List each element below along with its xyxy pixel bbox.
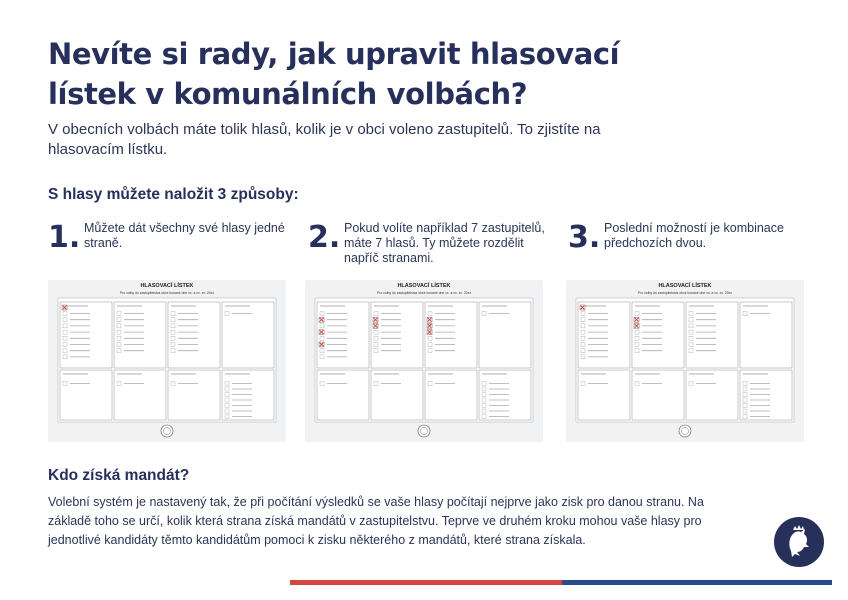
- ballot-seal-icon: [161, 425, 173, 437]
- candidate-box: [743, 404, 747, 408]
- candidate-box: [63, 324, 67, 328]
- ballot-seal-icon: [418, 425, 430, 437]
- candidate-box: [320, 336, 324, 340]
- cross-mark-icon: [427, 317, 432, 322]
- candidate-box: [63, 318, 67, 322]
- candidate-box: [482, 387, 486, 391]
- footer-stripe-blue: [562, 580, 832, 585]
- candidate-box: [635, 312, 639, 316]
- candidate-box: [743, 387, 747, 391]
- candidate-box: [743, 393, 747, 397]
- candidate-box: [689, 382, 693, 386]
- candidate-box: [689, 324, 693, 328]
- party-column: [578, 370, 630, 420]
- party-column: [578, 302, 630, 368]
- candidate-box: [581, 382, 585, 386]
- candidate-box: [171, 312, 175, 316]
- candidate-box: [117, 318, 121, 322]
- candidate-box: [374, 349, 378, 353]
- party-column: [60, 370, 112, 420]
- cross-mark-icon: [373, 323, 378, 328]
- party-column: [740, 302, 792, 368]
- candidate-box: [63, 312, 67, 316]
- section-heading: Kdo získá mandát?: [48, 467, 190, 484]
- cross-mark-icon: [427, 323, 432, 328]
- candidate-box: [225, 387, 229, 391]
- ballot-seal-icon: [679, 425, 691, 437]
- candidate-box: [225, 382, 229, 386]
- candidate-box: [743, 382, 747, 386]
- candidate-box: [581, 336, 585, 340]
- candidate-box: [428, 349, 432, 353]
- candidate-box: [482, 409, 486, 413]
- candidate-box: [320, 324, 324, 328]
- party-column: [60, 302, 112, 368]
- candidate-box: [743, 409, 747, 413]
- candidate-box: [117, 343, 121, 347]
- party-column: [686, 370, 738, 420]
- candidate-box: [743, 312, 747, 316]
- candidate-box: [374, 382, 378, 386]
- candidate-box: [743, 398, 747, 402]
- candidate-box: [171, 349, 175, 353]
- candidate-box: [635, 349, 639, 353]
- party-column: [371, 370, 423, 420]
- candidate-box: [225, 312, 229, 316]
- cross-mark-icon: [634, 323, 639, 328]
- candidate-box: [743, 415, 747, 419]
- ballot-subtitle: Pro volby do zastupitelstva obce konané dne xx. a xx. xx. 20xx: [637, 291, 733, 295]
- candidate-box: [374, 343, 378, 347]
- candidate-box: [635, 330, 639, 334]
- page-title: Nevíte si rady, jak upravit hlasovací lístek v komunálních volbách?: [48, 37, 620, 111]
- candidate-box: [63, 330, 67, 334]
- candidate-box: [117, 312, 121, 316]
- candidate-box: [428, 312, 432, 316]
- ballot-example-3: [566, 280, 804, 442]
- candidate-box: [63, 336, 67, 340]
- cross-mark-icon: [427, 330, 432, 335]
- candidate-box: [689, 336, 693, 340]
- candidate-box: [482, 382, 486, 386]
- party-column: [371, 302, 423, 368]
- candidate-box: [171, 318, 175, 322]
- party-column: [632, 302, 684, 368]
- candidate-box: [171, 324, 175, 328]
- cross-mark-icon: [634, 317, 639, 322]
- party-column: [114, 370, 166, 420]
- candidate-box: [581, 312, 585, 316]
- candidate-box: [225, 393, 229, 397]
- ballot-title: HLASOVACÍ LÍSTEK: [140, 283, 194, 289]
- party-column: [425, 302, 477, 368]
- party-column: [740, 370, 792, 420]
- candidate-box: [689, 318, 693, 322]
- candidate-box: [225, 409, 229, 413]
- candidate-box: [117, 324, 121, 328]
- candidate-box: [581, 330, 585, 334]
- candidate-box: [689, 343, 693, 347]
- ways-heading: S hlasy můžete naložit 3 způsoby:: [48, 186, 299, 203]
- candidate-box: [428, 336, 432, 340]
- candidate-box: [63, 382, 67, 386]
- party-column: [479, 302, 531, 368]
- ballot-subtitle: Pro volby do zastupitelstva obce konané dne xx. a xx. xx. 20xx: [376, 291, 472, 295]
- candidate-box: [225, 404, 229, 408]
- party-column: [168, 302, 220, 368]
- candidate-box: [482, 312, 486, 316]
- cross-mark-icon: [580, 305, 585, 310]
- candidate-box: [482, 398, 486, 402]
- party-column: [168, 370, 220, 420]
- candidate-box: [428, 382, 432, 386]
- step-number: 2.: [308, 220, 341, 255]
- ballot-title: HLASOVACÍ LÍSTEK: [397, 283, 451, 289]
- candidate-box: [635, 382, 639, 386]
- state-emblem-icon: [774, 517, 824, 567]
- candidate-box: [581, 343, 585, 347]
- candidate-box: [635, 336, 639, 340]
- candidate-box: [171, 330, 175, 334]
- section-text: Volební systém je nastavený tak, že při počítání výsledků se vaše hlasy počítají nejprve jako zisk pro danou stranu. Na základě toho se určí, kolik která strana získá mandátů v zastupitelstvu. Teprve ve druhém kroku mohou vaše hlasy pro jednotlivé kandidáty těmto kandidátům pomoci k zisku některého z mandátů, které strana získala.: [48, 495, 704, 547]
- party-column: [317, 302, 369, 368]
- party-column: [479, 370, 531, 420]
- party-column: [222, 370, 274, 420]
- candidate-box: [117, 382, 121, 386]
- candidate-box: [320, 349, 324, 353]
- cross-mark-icon: [319, 317, 324, 322]
- intro-text: V obecních volbách máte tolik hlasů, kolik je v obci voleno zastupitelů. To zjistíte na hlasovacím lístku.: [48, 121, 601, 158]
- cross-mark-icon: [319, 342, 324, 347]
- candidate-box: [320, 355, 324, 359]
- candidate-box: [689, 349, 693, 353]
- candidate-box: [689, 330, 693, 334]
- candidate-box: [482, 393, 486, 397]
- candidate-box: [374, 336, 378, 340]
- candidate-box: [171, 382, 175, 386]
- footer-stripe-red: [290, 580, 562, 585]
- candidate-box: [581, 355, 585, 359]
- ballot-example-1: [48, 280, 286, 442]
- candidate-box: [428, 343, 432, 347]
- cross-mark-icon: [319, 330, 324, 335]
- candidate-box: [225, 398, 229, 402]
- candidate-box: [635, 343, 639, 347]
- party-column: [317, 370, 369, 420]
- candidate-box: [482, 404, 486, 408]
- ballot-grid: [48, 280, 286, 442]
- party-column: [222, 302, 274, 368]
- party-column: [686, 302, 738, 368]
- party-column: [632, 370, 684, 420]
- party-column: [425, 370, 477, 420]
- step-text: Poslední možností je kombinace předchozích dvou.: [604, 221, 784, 250]
- candidate-box: [374, 312, 378, 316]
- party-column: [114, 302, 166, 368]
- candidate-box: [581, 324, 585, 328]
- cross-mark-icon: [62, 305, 67, 310]
- candidate-box: [320, 312, 324, 316]
- candidate-box: [63, 355, 67, 359]
- candidate-box: [171, 336, 175, 340]
- candidate-box: [63, 349, 67, 353]
- cross-mark-icon: [373, 317, 378, 322]
- candidate-box: [581, 349, 585, 353]
- step-text: Můžete dát všechny své hlasy jedné straně.: [84, 221, 285, 250]
- candidate-box: [482, 415, 486, 419]
- candidate-box: [581, 318, 585, 322]
- candidate-box: [374, 330, 378, 334]
- candidate-box: [320, 382, 324, 386]
- candidate-box: [117, 330, 121, 334]
- ballot-grid: [566, 280, 804, 442]
- candidate-box: [117, 349, 121, 353]
- step-number: 3.: [568, 220, 601, 255]
- ballot-grid: [305, 280, 543, 442]
- ballot-title: HLASOVACÍ LÍSTEK: [658, 283, 712, 289]
- candidate-box: [689, 312, 693, 316]
- ballot-example-2: [305, 280, 543, 442]
- step-text: Pokud volíte například 7 zastupitelů, máte 7 hlasů. Ty můžete rozdělit napříč stranami.: [344, 221, 545, 265]
- candidate-box: [63, 343, 67, 347]
- ballot-subtitle: Pro volby do zastupitelstva obce konané dne xx. a xx. xx. 20xx: [119, 291, 215, 295]
- candidate-box: [117, 336, 121, 340]
- candidate-box: [171, 343, 175, 347]
- candidate-box: [225, 415, 229, 419]
- step-number: 1.: [48, 220, 81, 255]
